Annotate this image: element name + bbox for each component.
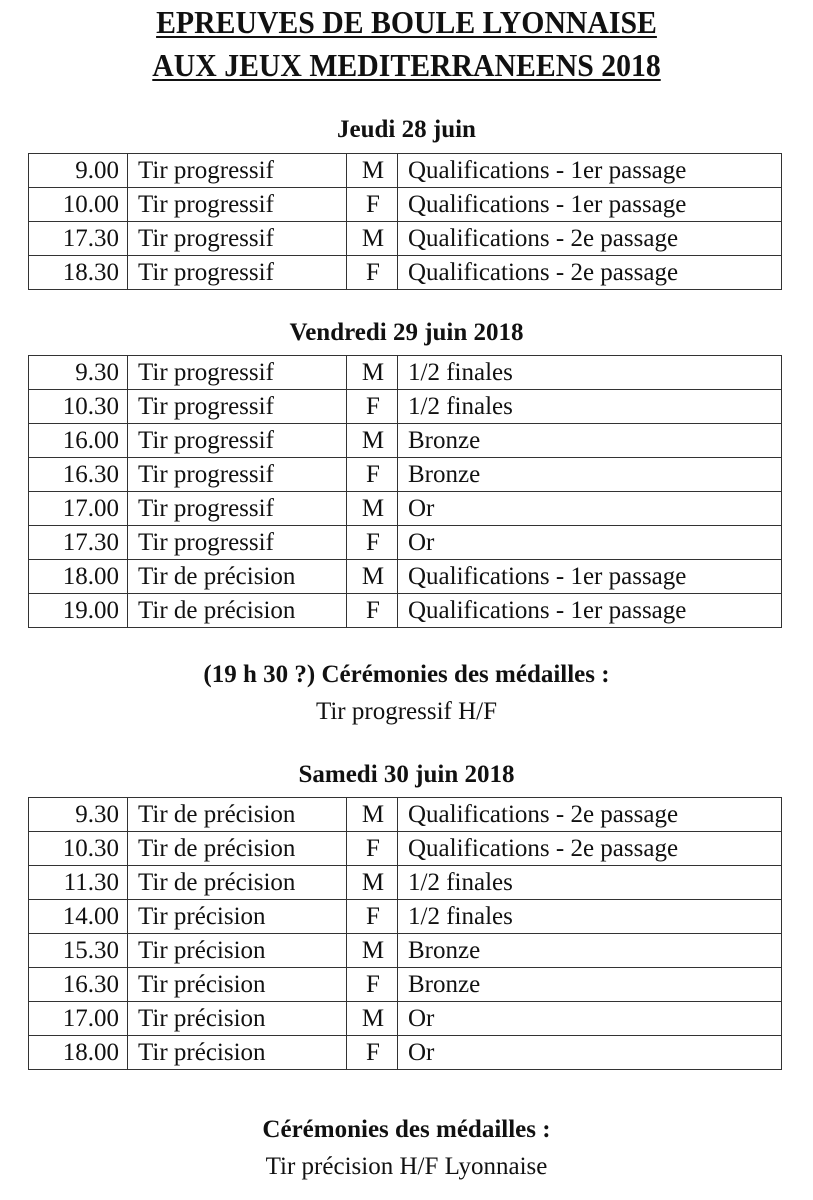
time-cell: 16.30: [29, 458, 128, 492]
schedule-row: [29, 832, 782, 866]
schedule-row: [29, 968, 782, 1002]
schedule-row: [29, 492, 782, 526]
time-cell: 18.00: [29, 1036, 128, 1070]
event-cell: Tir précision: [128, 1036, 347, 1070]
day-heading-thursday: Jeudi 28 juin: [337, 116, 476, 143]
time-cell: 16.00: [29, 424, 128, 458]
event-cell: Tir progressif: [128, 188, 347, 222]
sex-cell: F: [347, 390, 398, 424]
sex-cell: M: [347, 424, 398, 458]
phase-cell: Or: [398, 492, 782, 526]
event-cell: Tir de précision: [128, 866, 347, 900]
event-cell: Tir progressif: [128, 154, 347, 188]
sex-cell: F: [347, 968, 398, 1002]
sex-cell: F: [347, 900, 398, 934]
sex-cell: M: [347, 154, 398, 188]
schedule-row: [29, 560, 782, 594]
event-cell: Tir de précision: [128, 594, 347, 628]
sex-cell: M: [347, 934, 398, 968]
phase-cell: 1/2 finales: [398, 866, 782, 900]
phase-cell: Bronze: [398, 968, 782, 1002]
sex-cell: M: [347, 1002, 398, 1036]
sex-cell: M: [347, 492, 398, 526]
schedule-row: [29, 154, 782, 188]
phase-cell: Or: [398, 1002, 782, 1036]
schedule-row: [29, 1002, 782, 1036]
time-cell: 11.30: [29, 866, 128, 900]
phase-cell: Qualifications - 2e passage: [398, 222, 782, 256]
event-cell: Tir de précision: [128, 798, 347, 832]
phase-cell: Qualifications - 1er passage: [398, 188, 782, 222]
sex-cell: F: [347, 256, 398, 290]
event-cell: Tir précision: [128, 968, 347, 1002]
sex-cell: F: [347, 458, 398, 492]
schedule-table-friday: [28, 355, 782, 628]
phase-cell: Or: [398, 526, 782, 560]
schedule-row: [29, 458, 782, 492]
phase-cell: Or: [398, 1036, 782, 1070]
phase-cell: Bronze: [398, 458, 782, 492]
event-cell: Tir de précision: [128, 560, 347, 594]
day-heading-friday: Vendredi 29 juin 2018: [289, 319, 524, 346]
ceremony-detail-friday: Tir progressif H/F: [315, 698, 498, 725]
event-cell: Tir progressif: [128, 356, 347, 390]
schedule-row: [29, 390, 782, 424]
schedule-table-saturday: [28, 797, 782, 1070]
phase-cell: Qualifications - 1er passage: [398, 560, 782, 594]
sex-cell: M: [347, 866, 398, 900]
event-cell: Tir progressif: [128, 526, 347, 560]
schedule-row: [29, 594, 782, 628]
schedule-row: [29, 256, 782, 290]
schedule-row: [29, 356, 782, 390]
phase-cell: Qualifications - 2e passage: [398, 256, 782, 290]
schedule-table-thursday: [28, 153, 782, 290]
time-cell: 17.30: [29, 222, 128, 256]
time-cell: 18.30: [29, 256, 128, 290]
time-cell: 14.00: [29, 900, 128, 934]
schedule-row: [29, 900, 782, 934]
sex-cell: M: [347, 798, 398, 832]
phase-cell: Bronze: [398, 934, 782, 968]
phase-cell: 1/2 finales: [398, 390, 782, 424]
schedule-row: [29, 222, 782, 256]
event-cell: Tir progressif: [128, 424, 347, 458]
event-cell: Tir précision: [128, 1002, 347, 1036]
ceremony-detail-saturday: Tir précision H/F Lyonnaise: [265, 1153, 548, 1180]
phase-cell: Qualifications - 2e passage: [398, 798, 782, 832]
ceremony-heading-saturday: Cérémonies des médailles :: [262, 1116, 551, 1143]
time-cell: 17.00: [29, 1002, 128, 1036]
phase-cell: Qualifications - 1er passage: [398, 154, 782, 188]
schedule-row: [29, 934, 782, 968]
event-cell: Tir progressif: [128, 222, 347, 256]
event-cell: Tir progressif: [128, 492, 347, 526]
schedule-row: [29, 798, 782, 832]
time-cell: 10.30: [29, 390, 128, 424]
sex-cell: M: [347, 560, 398, 594]
time-cell: 17.30: [29, 526, 128, 560]
time-cell: 15.30: [29, 934, 128, 968]
phase-cell: Qualifications - 2e passage: [398, 832, 782, 866]
document-title-line-2: AUX JEUX MEDITERRANEENS 2018: [152, 47, 661, 83]
sex-cell: F: [347, 832, 398, 866]
ceremony-heading-friday: (19 h 30 ?) Cérémonies des médailles :: [203, 661, 610, 688]
sex-cell: M: [347, 356, 398, 390]
phase-cell: 1/2 finales: [398, 900, 782, 934]
time-cell: 9.30: [29, 356, 128, 390]
time-cell: 10.00: [29, 188, 128, 222]
phase-cell: 1/2 finales: [398, 356, 782, 390]
phase-cell: Qualifications - 1er passage: [398, 594, 782, 628]
event-cell: Tir progressif: [128, 390, 347, 424]
time-cell: 17.00: [29, 492, 128, 526]
event-cell: Tir précision: [128, 900, 347, 934]
phase-cell: Bronze: [398, 424, 782, 458]
document-title-line-1: EPREUVES DE BOULE LYONNAISE: [156, 4, 657, 40]
sex-cell: F: [347, 526, 398, 560]
time-cell: 9.30: [29, 798, 128, 832]
event-cell: Tir de précision: [128, 832, 347, 866]
event-cell: Tir progressif: [128, 458, 347, 492]
schedule-row: [29, 526, 782, 560]
sex-cell: F: [347, 188, 398, 222]
schedule-row: [29, 424, 782, 458]
schedule-row: [29, 188, 782, 222]
event-cell: Tir précision: [128, 934, 347, 968]
sex-cell: M: [347, 222, 398, 256]
time-cell: 18.00: [29, 560, 128, 594]
time-cell: 16.30: [29, 968, 128, 1002]
sex-cell: F: [347, 594, 398, 628]
schedule-row: [29, 866, 782, 900]
day-heading-saturday: Samedi 30 juin 2018: [298, 761, 515, 788]
time-cell: 19.00: [29, 594, 128, 628]
time-cell: 9.00: [29, 154, 128, 188]
event-cell: Tir progressif: [128, 256, 347, 290]
schedule-row: [29, 1036, 782, 1070]
time-cell: 10.30: [29, 832, 128, 866]
sex-cell: F: [347, 1036, 398, 1070]
